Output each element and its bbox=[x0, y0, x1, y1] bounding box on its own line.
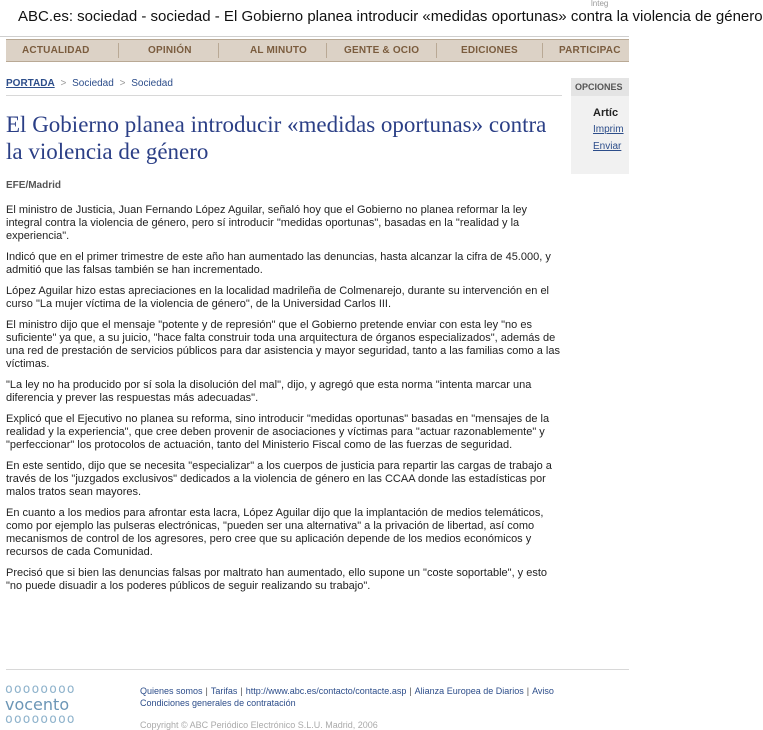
options-panel bbox=[571, 78, 629, 174]
nav-item-al-minuto[interactable]: AL MINUTO bbox=[250, 45, 307, 56]
main-nav bbox=[6, 39, 629, 62]
article-paragraph: Explicó que el Ejecutivo no planea su reforma, sino introducir "medidas oportunas" basadas en "mensajes de la realidad y la experiencia", que cree deben provenir de asociaciones y víctimas para "actuar razonablemente" y "perfeccionar" los protocolos de actuación, tanto del Ministerio Fiscal como de las fuerzas de seguridad. bbox=[6, 413, 550, 451]
breadcrumb-separator: > bbox=[119, 78, 126, 89]
options-panel-title: OPCIONES bbox=[571, 78, 629, 96]
send-link[interactable]: Enviar bbox=[593, 141, 622, 152]
window-title: ABC.es: sociedad - sociedad - El Gobierno planea introducir «medidas oportunas» contra la violencia de género bbox=[18, 8, 763, 25]
article-paragraph: López Aguilar hizo estas apreciaciones en la localidad madrileña de Colmenarejo, durante su intervención en el curso "La mujer víctima de la violencia de género", de la Universidad Carlos III. bbox=[6, 285, 550, 310]
vocento-logo-dots: oooooooo bbox=[5, 682, 76, 697]
breadcrumb-portada[interactable]: PORTADA bbox=[6, 78, 55, 89]
vocento-logo-dots: oooooooo bbox=[5, 712, 76, 727]
footer-divider bbox=[6, 669, 629, 670]
footer-link-aviso[interactable]: Aviso bbox=[532, 686, 554, 696]
vocento-logo-text: vocento bbox=[5, 695, 70, 714]
window-corner-text: lnteg bbox=[591, 0, 609, 8]
article-paragraph: El ministro de Justicia, Juan Fernando López Aguilar, señaló hoy que el Gobierno no planea reformar la ley integral contra la violencia de género, pero sí introducir "medidas oportunas", basadas en la "realidad y la experiencia". bbox=[6, 204, 527, 242]
article-paragraph: El ministro dijo que el mensaje "potente y de represión" que el Gobierno pretende enviar con esta ley "no es suficiente" ya que, a su juicio, "hace falta construir toda una arquitectura de órganos especializados", además de una red de prestación de servicios públicos para dar asistencia y mayor seguridad, tanto a las familias como a las víctimas. bbox=[6, 319, 560, 370]
article-paragraph: En este sentido, dijo que se necesita "especializar" a los cuerpos de justicia para repartir las cargas de trabajo a través de los "juzgados exclusivos" dedicados a la violencia de género en las CCAA donde las estadísticas por malos tratos sean mayores. bbox=[6, 460, 552, 498]
nav-separator bbox=[542, 43, 543, 58]
print-link[interactable]: Imprim bbox=[593, 124, 624, 135]
nav-item-gente-ocio[interactable]: GENTE & OCIO bbox=[344, 45, 420, 56]
footer-links: Quienes somos | Tarifas | http://www.abc.es/contacto/contacte.asp | Alianza Europea de Diarios | Aviso Condiciones generales de contratación bbox=[140, 686, 554, 708]
breadcrumb-separator: > bbox=[60, 78, 67, 89]
footer-link-condiciones[interactable]: Condiciones generales de contratación bbox=[140, 698, 296, 708]
window-titlebar bbox=[0, 0, 763, 37]
nav-item-opinion[interactable]: OPINIÓN bbox=[148, 45, 192, 56]
breadcrumb-divider bbox=[6, 95, 562, 96]
nav-item-participacion[interactable]: PARTICIPAC bbox=[559, 45, 621, 56]
nav-item-actualidad[interactable]: ACTUALIDAD bbox=[22, 45, 90, 56]
nav-item-ediciones[interactable]: EDICIONES bbox=[461, 45, 518, 56]
article-source: EFE/Madrid bbox=[6, 180, 62, 191]
breadcrumb bbox=[6, 78, 173, 89]
footer-link-tarifas[interactable]: Tarifas bbox=[210, 686, 238, 696]
vocento-logo[interactable] bbox=[5, 683, 125, 727]
article-headline: El Gobierno planea introducir «medidas oportunas» contra la violencia de género bbox=[6, 112, 547, 164]
breadcrumb-sociedad[interactable]: Sociedad bbox=[72, 78, 114, 89]
breadcrumb-sociedad-sub[interactable]: Sociedad bbox=[131, 78, 173, 89]
nav-separator bbox=[326, 43, 327, 58]
footer-link-quienes-somos[interactable]: Quienes somos bbox=[140, 686, 203, 696]
article-body bbox=[6, 204, 560, 601]
copyright-text: Copyright © ABC Periódico Electrónico S.L.U. Madrid, 2006 bbox=[140, 720, 378, 730]
options-panel-heading: Artíc bbox=[593, 107, 619, 119]
nav-separator bbox=[218, 43, 219, 58]
nav-separator bbox=[436, 43, 437, 58]
nav-separator bbox=[118, 43, 119, 58]
footer-link-contacto[interactable]: http://www.abc.es/contacto/contacte.asp bbox=[245, 686, 407, 696]
article-paragraph: Precisó que si bien las denuncias falsas por maltrato han aumentado, ello supone un "coste soportable", y esto "no puede disuadir a los poderes públicos de seguir realizando su trabajo". bbox=[6, 567, 548, 592]
article-paragraph: Indicó que en el primer trimestre de este año han aumentado las denuncias, hasta alcanzar la cifra de 45.000, y admitió que las falsas también se han incrementado. bbox=[6, 251, 551, 276]
article-paragraph: "La ley no ha producido por sí sola la disolución del mal", dijo, y agregó que esta norma "intenta marcar una diferencia y prever las respuestas más adecuadas". bbox=[6, 379, 532, 404]
article-paragraph: En cuanto a los medios para afrontar esta lacra, López Aguilar dijo que la implantación de medios telemáticos, como por ejemplo las pulseras electrónicas, "pueden ser una alternativa" a la privación de libertad, así como mecanismos de control de los agresores, pero cree que su aplicación depende de los medios económicos y recursos de cada Comunidad. bbox=[6, 507, 544, 558]
footer-link-alianza[interactable]: Alianza Europea de Diarios bbox=[414, 686, 524, 696]
